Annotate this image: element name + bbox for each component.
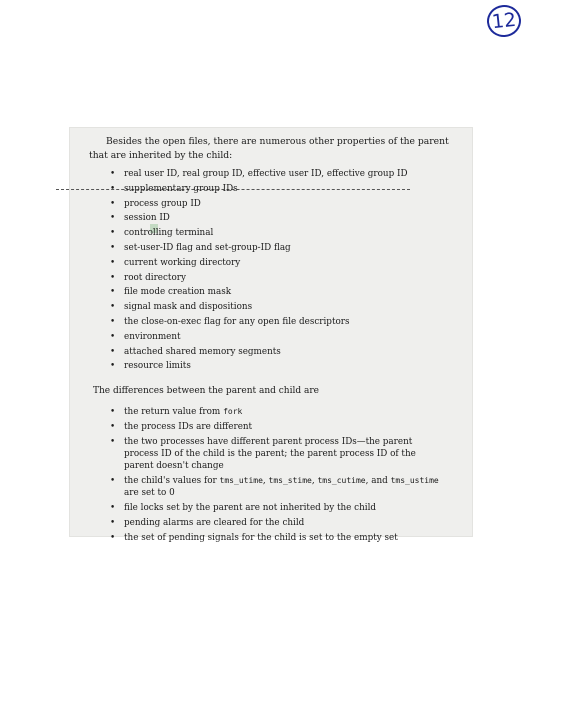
book-excerpt: [70, 128, 472, 543]
list-item: • file locks set by the parent are not inherited by the child: [88, 502, 444, 514]
list-item: • process group ID: [88, 198, 444, 213]
list-item: • supplementary group IDs: [88, 183, 444, 198]
differences-intro: The differences between the parent and child are: [93, 386, 319, 396]
list-item: • controlling terminal: [88, 227, 444, 242]
intro-paragraph: [89, 135, 457, 162]
list-item: • pending alarms are cleared for the child: [88, 517, 444, 529]
item-text: , and: [365, 476, 391, 486]
list-item: • signal mask and dispositions: [88, 301, 444, 316]
list-item: • resource limits: [88, 360, 444, 375]
list-item: • set-user-ID flag and set-group-ID flag: [88, 242, 444, 257]
item-text: are set to 0: [124, 488, 175, 498]
page-number-text: 12: [490, 8, 518, 34]
item-text: the return value from: [124, 407, 224, 417]
item-text: the child's values for: [124, 476, 220, 486]
inherited-properties-list: [88, 168, 444, 375]
intro-text: Besides the open files, there are numerous other properties of the parent that are inherited by the child:: [89, 136, 449, 161]
list-item: • real user ID, real group ID, effective user ID, effective group ID: [88, 168, 444, 183]
list-item: • file mode creation mask: [88, 286, 444, 301]
code-tms-utime: tms_utime: [219, 476, 263, 485]
list-item: • the child's values for tms_utime, tms_stime, tms_cutime, and tms_ustime are set to 0: [88, 475, 444, 499]
list-item: • the close-on-exec flag for any open file descriptors: [88, 316, 444, 331]
list-item: • environment: [88, 331, 444, 346]
list-item: • the process IDs are different: [88, 421, 444, 433]
code-tms-stime: tms_stime: [268, 476, 312, 485]
page-number-badge: [485, 3, 522, 38]
list-item: • root directory: [88, 272, 444, 287]
list-item: • the set of pending signals for the child is set to the empty set: [88, 532, 444, 544]
list-item: • the two processes have different parent process IDs—the parent process ID of the child is the parent; the parent process ID of the parent doesn't change: [88, 436, 444, 472]
list-item: • attached shared memory segments: [88, 346, 444, 361]
list-item: [88, 406, 444, 418]
code-fork: fork: [223, 407, 243, 416]
differences-list: [88, 406, 444, 547]
code-tms-ustime: tms_ustime: [390, 476, 439, 485]
code-tms-cutime: tms_cutime: [317, 476, 366, 485]
list-item: • current working directory: [88, 257, 444, 272]
list-item: • session ID: [88, 212, 444, 227]
